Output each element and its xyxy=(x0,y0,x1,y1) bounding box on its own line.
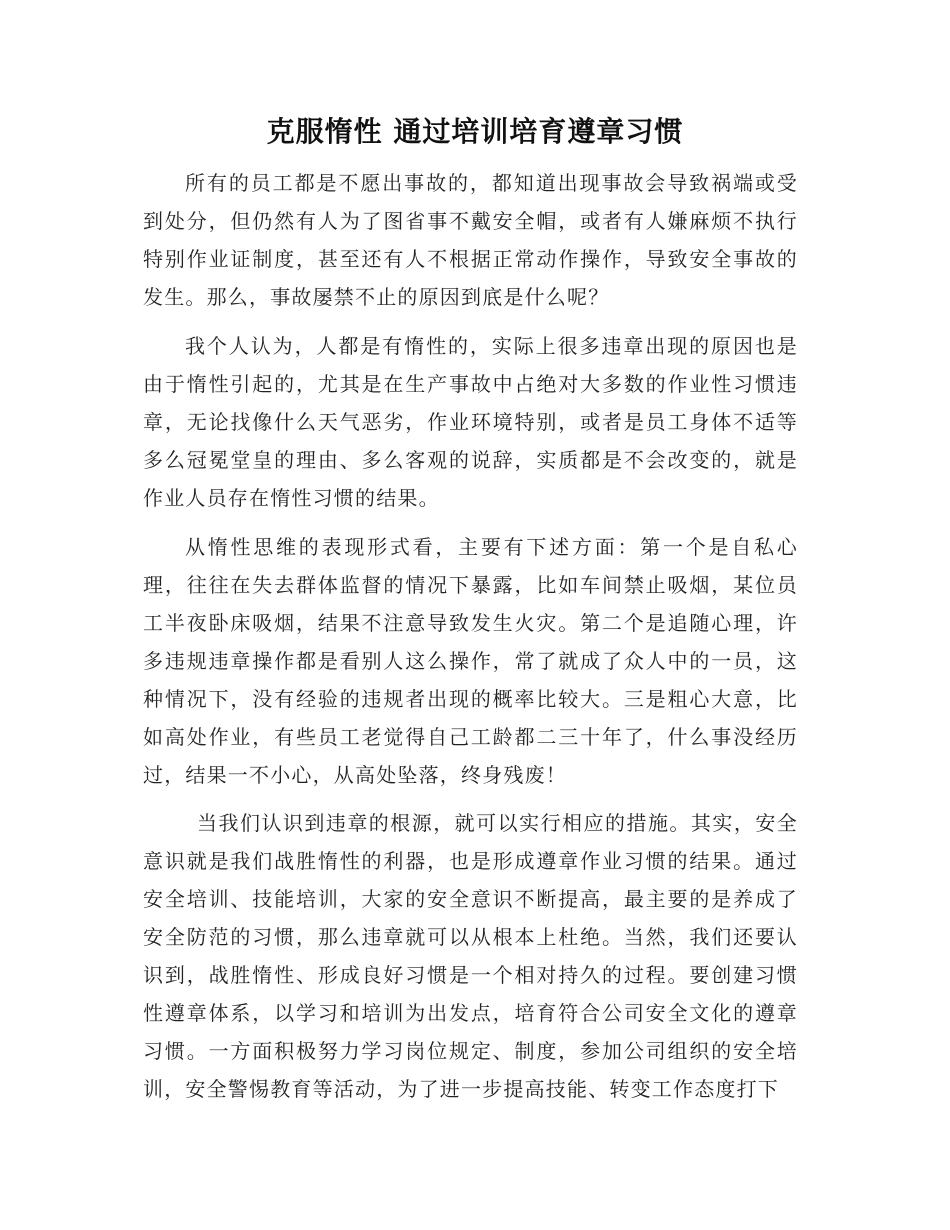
paragraph-1: 所有的员工都是不愿出事故的，都知道出现事故会导致祸端或受到处分，但仍然有人为了图省事不戴安全帽，或者有人嫌麻烦不执行特别作业证制度，甚至还有人不根据正常动作操作，导致安全事故的发生。那么，事故屡禁不止的原因到底是什么呢？ xyxy=(143,171,798,309)
paragraph-4: 当我们认识到违章的根源，就可以实行相应的措施。其实，安全意识就是我们战胜惰性的利器，也是形成遵章作业习惯的结果。通过安全培训、技能培训，大家的安全意识不断提高，最主要的是养成了安全防范的习惯，那么违章就可以从根本上杜绝。当然，我们还要认识到，战胜惰性、形成良好习惯是一个相对持久的过程。要创建习惯性遵章体系，以学习和培训为出发点，培育符合公司安全文化的遵章习惯。一方面积极努力学习岗位规定、制度，参加公司组织的安全培训，安全警惕教育等活动，为了进一步提高技能、转变工作态度打下 xyxy=(143,811,798,1101)
document-title: 克服惰性 通过培训培育遵章习惯 xyxy=(266,115,684,148)
paragraph-3: 从惰性思维的表现形式看，主要有下述方面：第一个是自私心理，往往在失去群体监督的情况下暴露，比如车间禁止吸烟，某位员工半夜卧床吸烟，结果不注意导致发生火灾。第二个是追随心理，许多违规违章操作都是看别人这么操作，常了就成了众人中的一员，这种情况下，没有经验的违规者出现的概率比较大。三是粗心大意，比如高处作业，有些员工老觉得自己工龄都二三十年了，什么事没经历过，结果一不小心，从高处坠落，终身残废！ xyxy=(143,535,798,787)
paragraph-2: 我个人认为，人都是有惰性的，实际上很多违章出现的原因也是由于惰性引起的，尤其是在生产事故中占绝对大多数的作业性习惯违章，无论找像什么天气恶劣，作业环境特别，或者是员工身体不适等多么冠冕堂皇的理由、多么客观的说辞，实质都是不会改变的，就是作业人员存在惰性习惯的结果。 xyxy=(143,334,798,510)
